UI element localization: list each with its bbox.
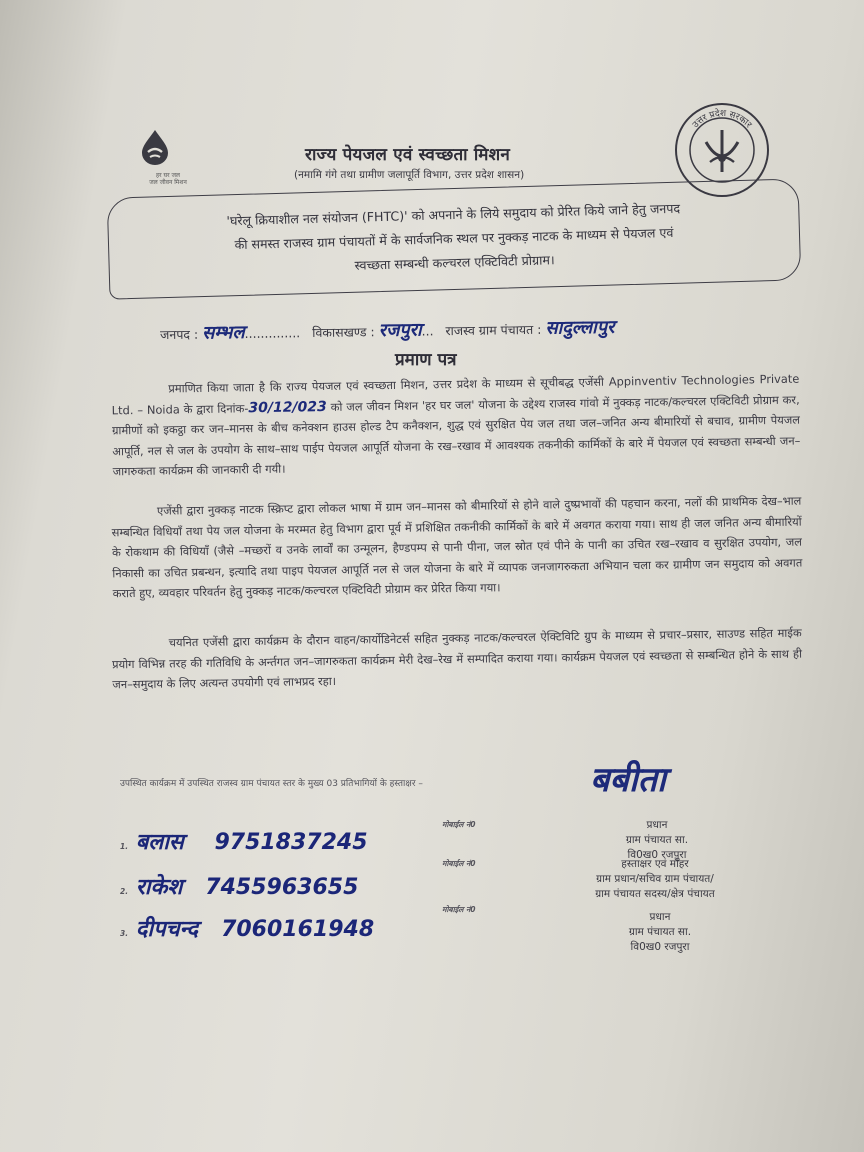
panchayat-value: सादुल्लापुर <box>545 316 615 339</box>
department-subtitle: (नमामि गंगे तथा ग्रामीण जलापूर्ति विभाग, उत्तर प्रदेश शासन) <box>294 169 525 181</box>
signatory-designation: हस्ताक्षर एवं मोहर ग्राम प्रधान/सचिव ग्राम पंचायत/ ग्राम पंचायत सदस्य/क्षेत्र पंचायत <box>595 858 715 900</box>
block-label: विकासखण्ड : <box>312 324 375 341</box>
logo-caption: हर घर जल जल जीवन मिशन <box>149 172 187 186</box>
mobile-label: मोबाईल नं0 <box>442 859 476 868</box>
pradhan-stamp-1: प्रधान ग्राम पंचायत सा. वि0ख0 रजपुरा <box>625 819 689 861</box>
location-fields-row <box>160 315 615 345</box>
mission-title: राज्य पेयजल एवं स्वच्छता मिशन <box>305 145 511 165</box>
program-banner <box>107 178 802 299</box>
panchayat-label: राजस्व ग्राम पंचायत : <box>445 321 542 339</box>
certificate-paragraph-1: प्रमाणित किया जाता है कि राज्य पेयजल एवं स्वच्छता मिशन, उत्तर प्रदेश के माध्यम से सूचीबद्ध एजेंसी Appinventiv Technologies Private Ltd. – Noida के द्वारा दिनांक-30/12/023 को जल जीवन मिशन 'हर घर जल' योजना के उद्देश्य राजस्व गांवो में नुक्कड़ नाटक/कल्चरल एक्टिविटी प्रोग्राम कर, ग्रामीणों को इकट्ठा कर जन–मानस के बीच कनेक्शन हाउस होल्ड टैप कनैक्शन, शुद्ध एवं सुरक्षित पेय जल तथा जल–जनित अन्य बीमारियों से बचाव, ग्रामीण पेयजल आपूर्ति, नल से जल के उपयोग के साथ–साथ पाईप पेयजल आपूर्ति योजना के रख–रखाव में आवश्यक तकनीकी कार्मिकों के बारे में पेयजल एवं स्वच्छता सम्बन्धी जन–जागरुकता कार्यक्रम की जानकारी दी गयी। <box>111 371 801 479</box>
certificate-heading: प्रमाण पत्र <box>395 350 457 370</box>
district-value: सम्भल <box>202 321 245 344</box>
pradhan-signature: बबीता <box>590 760 666 800</box>
participant-entry-3: 3. दीपचन्द 7060161948 मोबाईल नं0 <box>120 905 476 942</box>
block-dots: ... <box>421 323 434 339</box>
district-dots: .............. <box>244 325 301 341</box>
water-drop-icon <box>138 128 172 166</box>
program-date: 30/12/023 <box>248 398 327 416</box>
district-label: जनपद : <box>159 326 199 343</box>
participant-entry-2: 2. राकेश 7455963655 मोबाईल नं0 <box>120 859 476 900</box>
block-value: रजपुरा <box>378 319 422 342</box>
participant-name: बलास <box>135 830 184 855</box>
jal-jeevan-mission-logo <box>138 128 198 192</box>
participant-entry-1: 1. बलास 9751837245 मोबाईल नं0 <box>120 820 476 855</box>
mobile-label: मोबाईल नं0 <box>442 905 476 914</box>
participant-name: राकेश <box>135 875 183 900</box>
seal-text: उत्तर प्रदेश सरकार <box>690 108 754 131</box>
banner-text: 'घरेलू क्रियाशील नल संयोजन (FHTC)' को अपनाने के लिये समुदाय को प्रेरित किये जाने हेतु जनपद की समस्त राजस्व ग्राम पंचायतों में के सार्वजनिक स्थल पर नुक्कड़ नाटक के माध्यम से पेयजल एवं स्वच्छता सम्बन्धी कल्चरल एक्टिविटी प्रोग्राम। <box>226 200 681 273</box>
participant-name: दीपचन्द <box>135 917 199 942</box>
pradhan-stamp-2: प्रधान ग्राम पंचायत सा. वि0ख0 रजपुरा <box>628 911 692 953</box>
mobile-label: मोबाईल नं0 <box>442 820 476 829</box>
certificate-paragraph-3: चयनित एजेंसी द्वारा कार्यक्रम के दौरान वाहन/कार्योडिनेटर्स सहित नुक्कड़ नाटक/कल्चरल ऐक्टिविटि ग्रुप के माध्यम से प्रचार–प्रसार, साउण्ड सहित माईक प्रयोग विभिन्न तरह की गतिविधि के अर्न्तगत जन–जागरुकता कार्यक्रम मेरी देख–रेख में सम्पादित कराया गया। कार्यक्रम पेयजल एवं स्वच्छता से सम्बन्धित होने के साथ ही जन–समुदाय के लिए अत्यन्त उपयोगी एवं लाभप्रद रहा। <box>111 625 803 692</box>
participants-note: उपस्थित कार्यक्रम में उपस्थित राजस्व ग्राम पंचायत स्तर के मुख्य 03 प्रतिभागियों के हस्ताक्षर – <box>120 779 423 789</box>
participant-phone: 9751837245 <box>214 830 368 855</box>
participant-phone: 7060161948 <box>221 917 375 942</box>
certificate-paragraph-2: एजेंसी द्वारा नुक्कड़ नाटक स्क्रिप्ट द्वारा लोकल भाषा में ग्राम जन–मानस को बीमारियों से होने वाले दुष्प्रभावों की पहचान करना, नलों की प्राथमिक देख–भाल सम्बन्धित विधियाँ तथा पेय जल योजना के मरम्मत हेतु विभाग द्वारा पूर्व में प्रशिक्षित तकनीकी कार्मिकों के बारे में अवगत कराया गया। साथ ही जल जनित अन्य बीमारियों के रोकथाम की विधियाँ (जैसे –मच्छरों व उनके लार्वों का उन्मूलन, हैण्डपम्प से पानी पीना, जल स्रोत एवं पीने के पानी का उचित रख–रखाव व सुरक्षित उपयोग, जल निकासी का उचित प्रबन्धन, इत्यादि तथा पाइप पेयजल आपूर्ति नल से जल योजना के बारे में व्यापक जनजागरुकता अभियान चला कर ग्रामीण जन समुदाय को अवगत कराते हुए, व्यवहार परिवर्तन हेतु नुक्कड़ नाटक/कल्चरल एक्टिविटी प्रोग्राम कर प्रेरित किया गया। <box>111 493 803 601</box>
participant-phone: 7455963655 <box>205 875 359 900</box>
